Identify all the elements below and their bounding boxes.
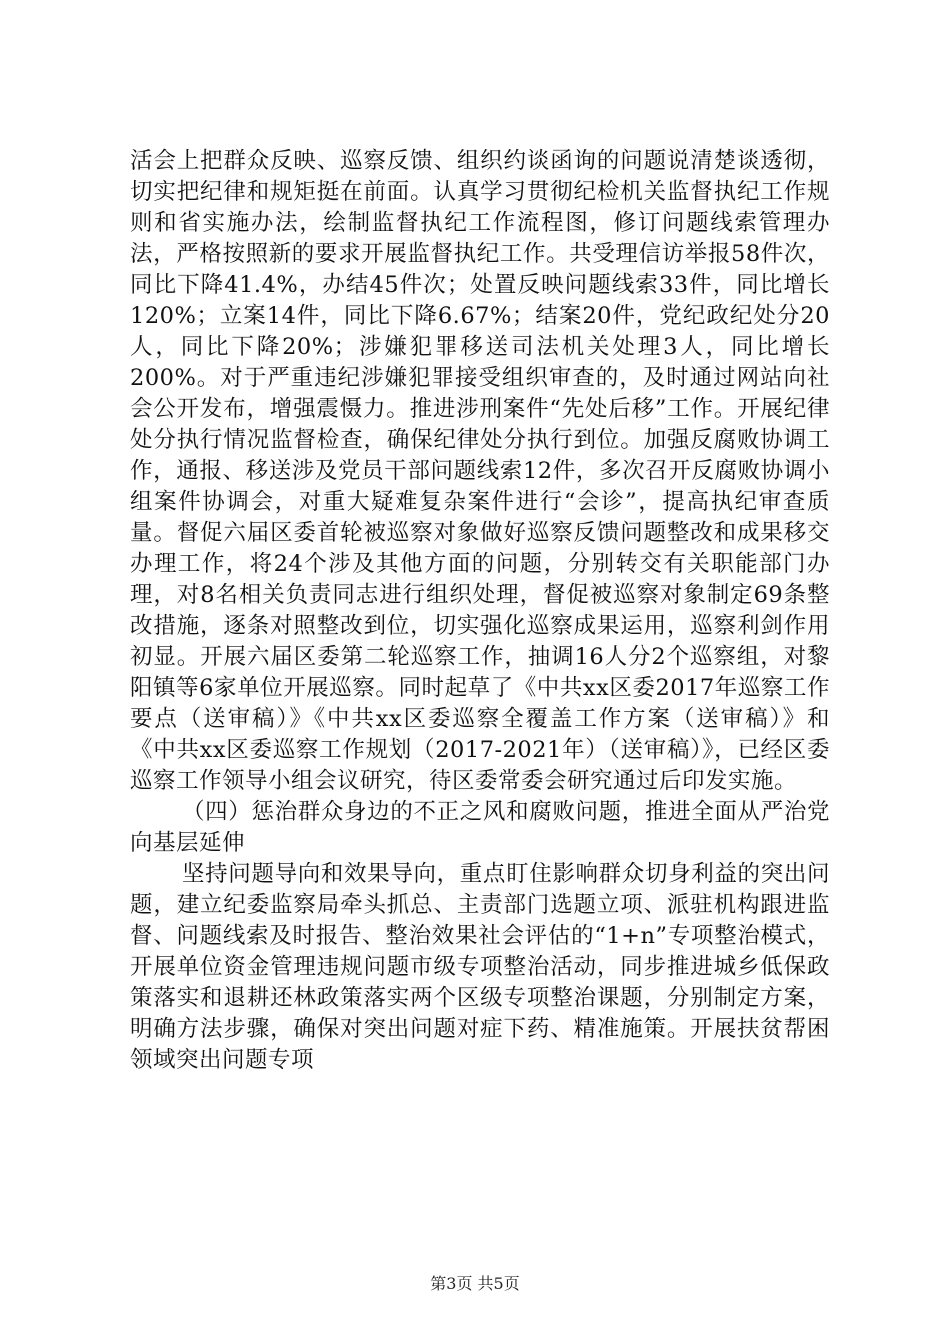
section-heading-four: （四）惩治群众身边的不正之风和腐败问题，推进全面从严治党向基层延伸 xyxy=(130,799,830,856)
document-body xyxy=(130,146,830,1076)
paragraph-special-rectification: 坚持问题导向和效果导向，重点盯住影响群众切身利益的突出问题，建立纪委监察局牵头抓总、主责部门选题立项、派驻机构跟进监督、问题线索及时报告、整治效果社会评估的“1+n”专项整治模式，开展单位资金管理违规问题市级专项整治活动，同步推进城乡低保政策落实和退耕还林政策落实两个区级专项整治课题，分别制定方案，明确方法步骤，确保对突出问题对症下药、精准施策。开展扶贫帮困领域突出问题专项 xyxy=(130,861,830,1073)
paragraph-discipline-enforcement: 活会上把群众反映、巡察反馈、组织约谈函询的问题说清楚谈透彻，切实把纪律和规矩挺在前面。认真学习贯彻纪检机关监督执纪工作规则和省实施办法，绘制监督执纪工作流程图，修订问题线索管理办法，严格按照新的要求开展监督执纪工作。共受理信访举报58件次，同比下降41.4%，办结45件次；处置反映问题线索33件，同比增长120%；立案14件，同比下降6.67%；结案20件，党纪政纪处分20人，同比下降20%；涉嫌犯罪移送司法机关处理3人，同比增长200%。对于严重违纪涉嫌犯罪接受组织审查的，及时通过网站向社会公开发布，增强震慑力。推进涉刑案件“先处后移”工作。开展纪律处分执行情况监督检查，确保纪律处分执行到位。加强反腐败协调工作，通报、移送涉及党员干部问题线索12件，多次召开反腐败协调小组案件协调会，对重大疑难复杂案件进行“会诊”，提高执纪审查质量。督促六届区委首轮被巡察对象做好巡察反馈问题整改和成果移交办理工作，将24个涉及其他方面的问题，分别转交有关职能部门办理，对8名相关负责同志进行组织处理，督促被巡察对象制定69条整改措施，逐条对照整改到位，切实强化巡察成果运用，巡察利剑作用初显。开展六届区委第二轮巡察工作，抽调16人分2个巡察组，对黎阳镇等6家单位开展巡察。同时起草了《中共xx区委2017年巡察工作要点（送审稿）》《中共xx区委巡察全覆盖工作方案（送审稿）》和《中共xx区委巡察工作规划（2017-2021年）（送审稿）》，已经区委巡察工作领导小组会议研究，待区委常委会研究通过后印发实施。 xyxy=(130,148,830,794)
page-number-footer: 第3页 共5页 xyxy=(430,1274,520,1293)
